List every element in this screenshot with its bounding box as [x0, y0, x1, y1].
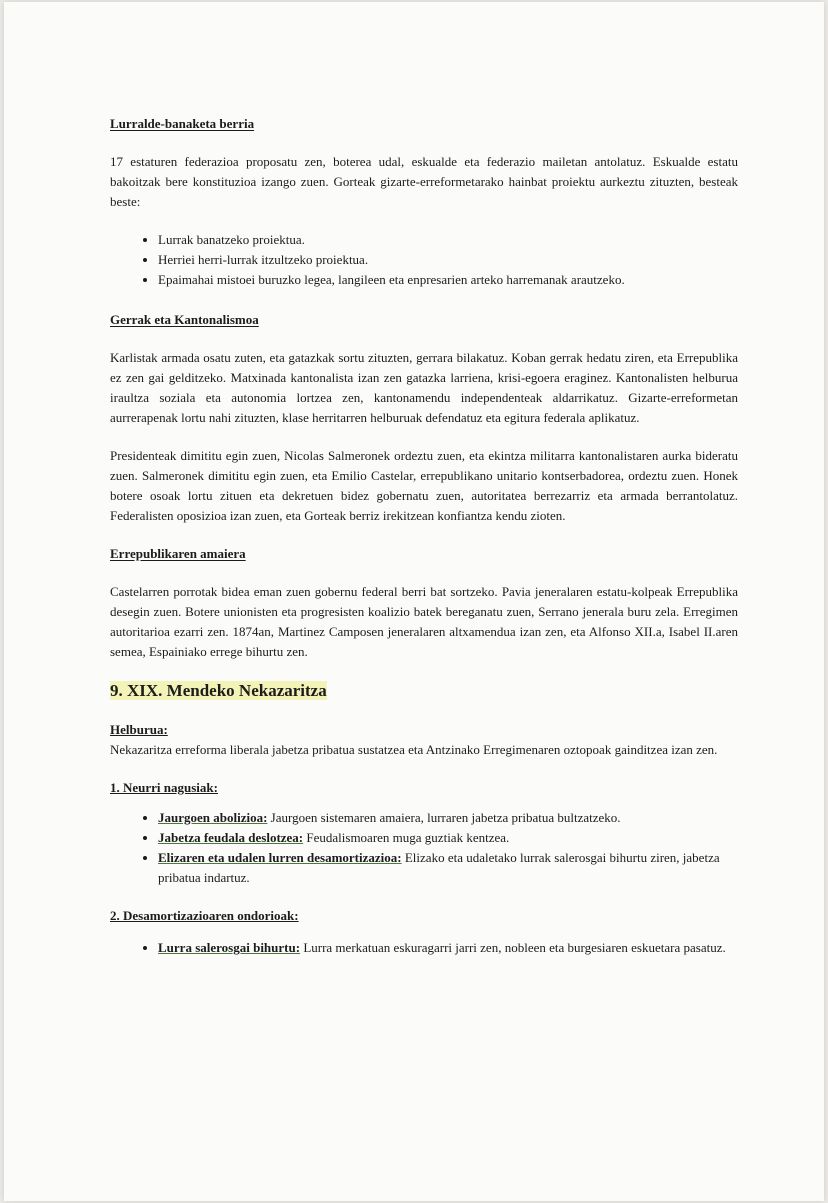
helburua-label: Helburua:	[110, 722, 168, 737]
chapter-title-nekazaritza	[110, 680, 738, 702]
list-item: • Elizaren eta udalen lurren desamortizazioa: Elizako eta udaletako lurrak salerosgai bihurtu ziren, jabetza pribatua indartuz.	[158, 848, 738, 888]
list-item: • Lurra salerosgai bihurtu: Lurra merkatuan eskuragarri jarri zen, nobleen eta burgesiaren eskuetara pasatuz.	[158, 938, 738, 958]
list-ondorioak	[110, 938, 738, 958]
neurri-title: 1. Neurri nagusiak:	[110, 780, 218, 795]
list-item: • Epaimahai mistoei buruzko legea, langileen eta enpresarien arteko harremanak arautzeko.	[158, 270, 738, 290]
list-item: • Herriei herri-lurrak itzultzeko proiektua.	[158, 250, 738, 270]
list-item: • Jabetza feudala deslotzea: Feudalismoaren muga guztiak kentzea.	[158, 828, 738, 848]
section-title-gerrak: Gerrak eta Kantonalismoa	[110, 312, 259, 327]
paragraph-gerrak-2: Presidenteak dimititu egin zuen, Nicolas Salmeronek ordeztu zuen, eta ekintza militarra kantonalistaren aurka bideratu zuen. Salmeronek dimititu egin zuen, eta Emilio Castelar, errepublikano unitario kontserbadorea, ordeztu zuen. Honek botere osoak lortu zituen eta dekretuen bidez gobernatu zuen, autoritatea berrezarriz eta armada berrantolatuz. Federalisten oposizioa izan zuen, eta Gorteak berriz irekitzean konfiantza kendu zioten.	[110, 448, 738, 523]
page-content	[110, 114, 738, 978]
helburua-text: Nekazaritza erreforma liberala jabetza pribatua sustatzea eta Antzinako Erregimenaren oztopoak gainditzea izan zen.	[110, 742, 718, 757]
ondorio-title: 2. Desamortizazioaren ondorioak:	[110, 908, 299, 923]
paragraph-lurralde: 17 estaturen federazioa proposatu zen, boterea udal, eskualde eta federazio mailetan antolatuz. Eskualde estatu bakoitzak bere konstituzioa izango zuen. Gorteak gizarte-erreformetarako hainbat proiektu aurkeztu zituzten, besteak beste:	[110, 154, 738, 209]
document-page	[4, 2, 824, 1201]
list-item: • Lurrak banatzeko proiektua.	[158, 230, 738, 250]
list-item: • Jaurgoen abolizioa: Jaurgoen sistemaren amaiera, lurraren jabetza pribatua bultzatzeko.	[158, 808, 738, 828]
chapter-title-text: 9. XIX. Mendeko Nekazaritza	[110, 681, 327, 700]
section-title-lurralde: Lurralde-banaketa berria	[110, 116, 255, 131]
section-title-amaiera: Errepublikaren amaiera	[110, 546, 246, 561]
paragraph-amaiera: Castelarren porrotak bidea eman zuen gobernu federal berri bat sortzeko. Pavia jeneralaren estatu-kolpeak Errepublika desegin zuen. Botere unionisten eta progresisten koalizio batek bereganatu zuen, Serrano jenerala buru zela. Erregimen autoritarioa ezarri zen. 1874an, Martinez Camposen jeneralaren altxamendua izan zen, eta Alfonso XII.a, Isabel II.aren semea, Espainiako errege bihurtu zen.	[110, 584, 738, 659]
paragraph-gerrak-1: Karlistak armada osatu zuten, eta gatazkak sortu zituzten, gerrara bilakatuz. Koban gerrak hedatu ziren, eta Errepublika ez zen gai gelditzeko. Matxinada kantonalista izan zen gatazka larriena, krisi-egoera eraginez. Kantonalisten helburua iraultza soziala eta autonomia lortzea zen, kantonamendu independenteak aldarrikatuz. Gizarte-erreformetan aurrerapenak lortu nahi zituzten, klase herritarren helburuak defendatuz eta egitura federala aplikatuz.	[110, 350, 738, 425]
list-proiektuak	[110, 230, 738, 290]
list-neurriak	[110, 808, 738, 888]
